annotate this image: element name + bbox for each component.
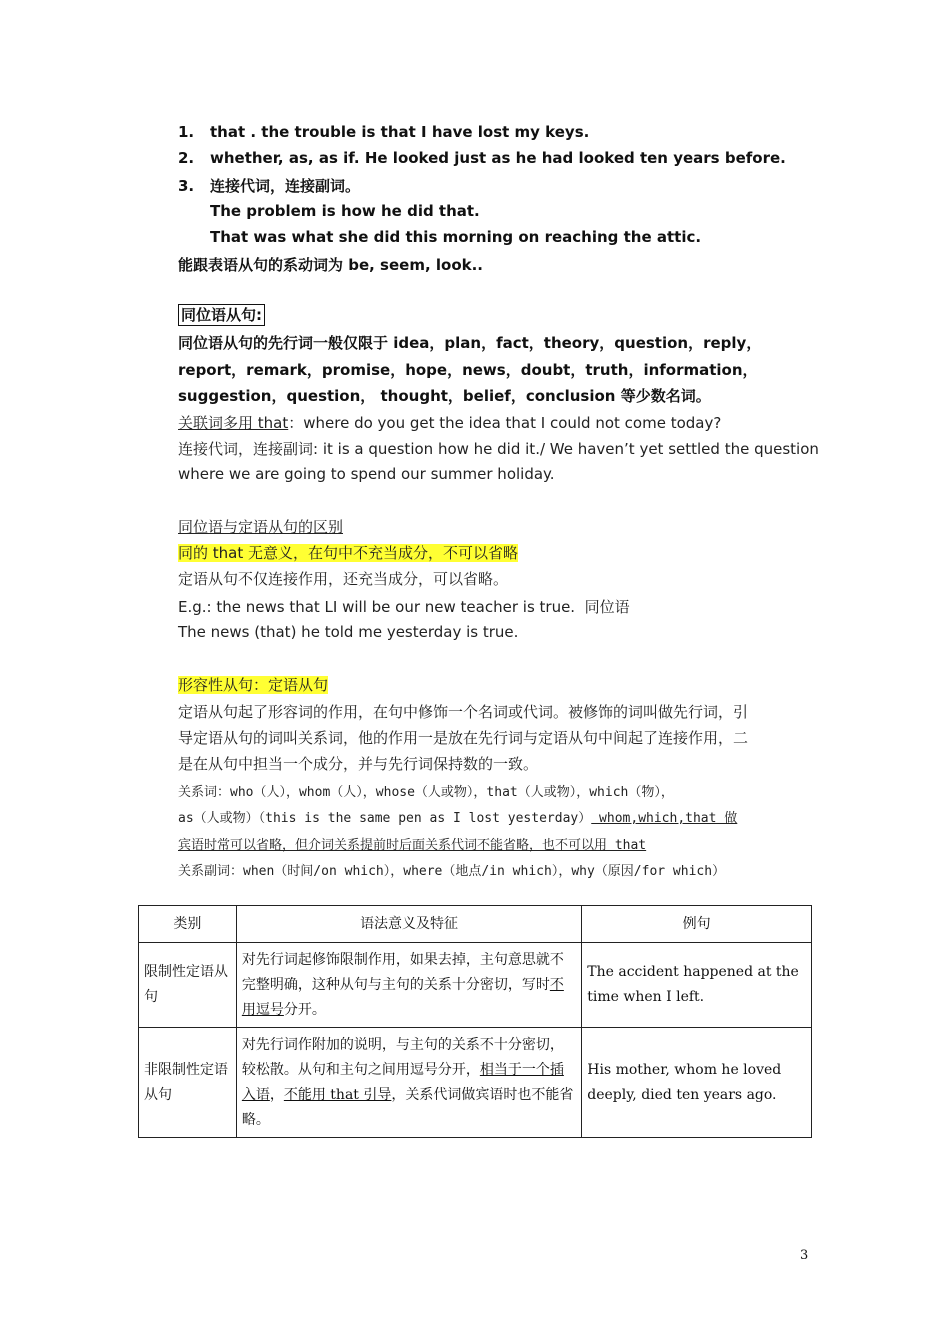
appositive-desc-line-1: 同位语从句的先行词一般仅限于 idea，plan，fact，theory，question，reply， bbox=[178, 334, 762, 352]
relative-words-line-2: as（人或物）（this is the same pen as I lost yesterday） whom,which,that 做 bbox=[178, 811, 738, 826]
attributive-para-line-1: 定语从句起了形容词的作用，在句中修饰一个名词或代词。被修饰的词叫做先行词，引 bbox=[178, 703, 749, 721]
relative-adverbs-line: 关系副词：when（时间/on which），where（地点/in which），why（原因/for which） bbox=[178, 864, 726, 879]
attributive-para-line-2: 导定语从句的词叫关系词，他的作用一是放在先行词与定语从句中间起了连接作用，二 bbox=[178, 729, 749, 747]
table-header-category: 类别 bbox=[139, 906, 237, 943]
list-item-2: 2. whether, as, as if. He looked just as he had looked ten years before. bbox=[178, 149, 786, 167]
list-item-3: 3. 连接代词，连接副词。 bbox=[178, 177, 361, 195]
attributive-heading: 形容性从句：定语从句 bbox=[178, 676, 329, 694]
list-sub-example-2: That was what she did this morning on reaching the attic. bbox=[210, 228, 702, 246]
difference-highlight: 同的 that 无意义，在句中不充当成分，不可以省略 bbox=[178, 544, 518, 562]
relative-words-line-3: 宾语时常可以省略，但介词关系提前时后面关系代词不能省略，也不可以用 that bbox=[178, 838, 647, 853]
attributive-para-line-3: 是在从句中担当一个成分，并与先行词保持数的一致。 bbox=[178, 755, 539, 773]
appositive-desc-line-3: suggestion，question， thought，belief，conclusion 等少数名词。 bbox=[178, 387, 711, 405]
table-cell-example: The accident happened at the time when I left. bbox=[582, 943, 812, 1028]
linking-verbs-note: 能跟表语从句的系动词为 be, seem, look.. bbox=[178, 256, 484, 274]
page-number: 3 bbox=[800, 1248, 809, 1263]
appositive-heading: 同位语从句: bbox=[178, 304, 265, 325]
list-item-1: 1. that . the trouble is that I have lost my keys. bbox=[178, 123, 590, 141]
difference-heading: 同位语与定语从句的区别 bbox=[178, 518, 344, 536]
table-cell-feature: 对先行词作附加的说明，与主句的关系不十分密切，较松散。从句和主句之间用逗号分开，相当于一个插入语，不能用 that 引导，关系代词做宾语时也不能省略。 bbox=[236, 1028, 581, 1138]
appositive-desc-line-2: report，remark，promise，hope，news，doubt，truth，information， bbox=[178, 361, 758, 379]
table-header-feature: 语法意义及特征 bbox=[236, 906, 581, 943]
list-sub-example-1: The problem is how he did that. bbox=[210, 202, 480, 220]
table-row bbox=[139, 943, 812, 1028]
appositive-relative-word-line: 关联词多用 that：where do you get the idea that I could not come today? bbox=[178, 414, 722, 432]
difference-example: E.g.: the news that LI will be our new teacher is true. 同位语 bbox=[178, 598, 630, 616]
table-row bbox=[139, 1028, 812, 1138]
appositive-conjunction-line: 连接代词，连接副词: it is a question how he did it./ We haven’t yet settled the question bbox=[178, 440, 819, 458]
table-cell-category: 限制性定语从句 bbox=[139, 943, 237, 1028]
table-header-example: 例句 bbox=[582, 906, 812, 943]
table-header-row bbox=[139, 906, 812, 943]
table-cell-example: His mother, whom he loved deeply, died ten years ago. bbox=[582, 1028, 812, 1138]
difference-example-2: The news (that) he told me yesterday is true. bbox=[178, 623, 519, 641]
clause-comparison-table bbox=[138, 905, 812, 1138]
relative-words-line-1: 关系词：who（人），whom（人），whose（人或物），that（人或物），which（物）， bbox=[178, 785, 674, 800]
table-cell-category: 非限制性定语从句 bbox=[139, 1028, 237, 1138]
difference-line: 定语从句不仅连接作用，还充当成分，可以省略。 bbox=[178, 570, 509, 588]
table-cell-feature: 对先行词起修饰限制作用，如果去掉，主句意思就不完整明确，这种从句与主句的关系十分密切，写时不用逗号分开。 bbox=[236, 943, 581, 1028]
appositive-conjunction-line-2: where we are going to spend our summer holiday. bbox=[178, 465, 555, 483]
